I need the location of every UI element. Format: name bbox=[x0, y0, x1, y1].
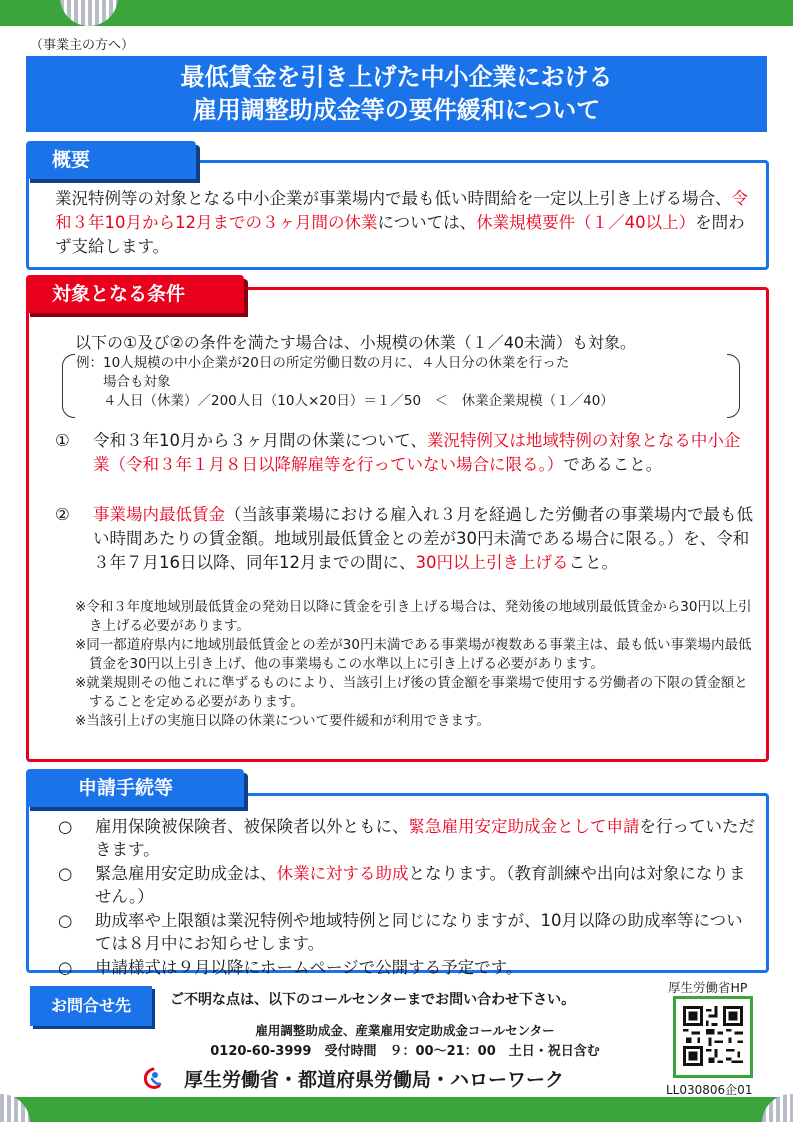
top-green-band bbox=[0, 0, 793, 26]
note-item: ※令和３年度地域別最低賃金の発効日以降に賃金を引き上げる場合は、発効後の地域別最低賃金から30円以上引き上げる必要があります。 bbox=[75, 599, 752, 634]
circle-bullet-icon: ○ bbox=[58, 864, 73, 883]
qr-code-icon[interactable] bbox=[683, 1006, 743, 1066]
condition-1-highlight: 業況特例又は地域特例の対象となる中小企業（令和３年１月８日以降解雇等を行っていない場合に限る。） bbox=[93, 431, 741, 474]
contact-lead: ご不明な点は、以下のコールセンターまでお問い合わせ下さい。 bbox=[170, 992, 576, 1008]
summary-highlight-requirement: 休業規模要件（１／40以上） bbox=[476, 213, 696, 232]
title-line-1: 最低賃金を引き上げた中小企業における bbox=[180, 63, 613, 91]
hp-label: 厚生労働省HP bbox=[668, 980, 748, 995]
summary-text-part-1: 業況特例等の対象となる中小企業が事業場内で最も低い時間給を一定以上引き上げる場合、 bbox=[55, 189, 732, 208]
note-item: ※同一都道府県内に地域別最低賃金との差が30円未満である事業場が複数ある事業主は、最も低い事業場内最低賃金を30円以上引き上げ、他の事業場もこの水準以上に引き上げる必要があります。 bbox=[75, 637, 752, 672]
condition-2-highlight-2: 30円以上引き上げる bbox=[415, 553, 569, 572]
title-line-2: 雇用調整助成金等の要件緩和について bbox=[192, 96, 601, 124]
application-list bbox=[55, 815, 755, 980]
application-3-text: 助成率や上限額は業況特例や地域特例と同じになりますが、10月以降の助成率等については８月中にお知らせします。 bbox=[95, 911, 743, 953]
example-line-1: 例：10人規模の中小企業が20日の所定労働日数の月に、４人日分の休業を行った bbox=[76, 355, 570, 371]
condition-item-1 bbox=[55, 429, 755, 477]
note-item: ※当該引上げの実施日以降の休業について要件緩和が利用できます。 bbox=[75, 713, 490, 729]
summary-text-part-3: を問わず支給します。 bbox=[55, 213, 745, 256]
note-item: ※就業規則その他これに準ずるものにより、当該引上げ後の賃金額を事業場で使用する労働者の下限の賃金額とすることを定める必要があります。 bbox=[75, 675, 748, 710]
ministry-logo-icon bbox=[140, 1066, 166, 1092]
example-line-3: ４人日（休業）／200人日（10人×20日）＝１／50 ＜ 休業企業規模（１／40） bbox=[76, 393, 614, 409]
condition-1-text-2: であること。 bbox=[563, 455, 663, 474]
summary-text-part-2: については、 bbox=[377, 213, 477, 232]
summary-highlight-period: 令和３年10月から12月までの３ヶ月間の休業 bbox=[55, 189, 748, 232]
application-2-text-2: となります。（教育訓練や出向は対象になりません。） bbox=[95, 864, 746, 906]
call-center-phone: 0120-60-3999 受付時間 ９：00～21：00 土日・祝日含む bbox=[210, 1044, 600, 1059]
summary-heading: 概要 bbox=[26, 141, 196, 179]
circle-bullet-icon: ○ bbox=[58, 958, 73, 977]
application-2-text-1: 緊急雇用安定助成金は、 bbox=[95, 864, 277, 883]
condition-body-2 bbox=[93, 503, 755, 575]
application-1-text-1: 雇用保険被保険者、被保険者以外ともに、 bbox=[95, 817, 409, 836]
conditions-heading: 対象となる条件 bbox=[26, 275, 244, 313]
application-4-text: 申請様式は９月以降にホームページで公開する予定です。 bbox=[95, 958, 523, 977]
circle-bullet-icon: ○ bbox=[58, 911, 73, 930]
list-item bbox=[55, 956, 755, 979]
condition-number-2: ② bbox=[55, 505, 70, 524]
condition-item-2 bbox=[55, 503, 755, 575]
audience-label: （事業主の方へ） bbox=[30, 38, 135, 53]
bottom-green-band bbox=[0, 1097, 793, 1122]
application-2-highlight: 休業に対する助成 bbox=[276, 864, 409, 883]
conditions-lead: 以下の①及び②の条件を満たす場合は、小規模の休業（１／40未満）も対象。 bbox=[75, 333, 637, 352]
application-heading: 申請手続等 bbox=[26, 769, 244, 807]
circle-bullet-icon: ○ bbox=[58, 817, 73, 836]
call-center-name: 雇用調整助成金、産業雇用安定助成金コールセンター bbox=[255, 1023, 555, 1038]
conditions-example bbox=[62, 354, 740, 418]
list-item bbox=[55, 862, 755, 908]
condition-1-text-1: 令和３年10月から３ヶ月間の休業について、 bbox=[93, 431, 427, 450]
page-title bbox=[26, 56, 767, 132]
summary-text bbox=[55, 187, 755, 259]
application-1-text-2: を行っていただきます。 bbox=[95, 817, 755, 859]
ministry-footer bbox=[140, 1065, 564, 1092]
condition-body-1 bbox=[93, 429, 755, 477]
condition-2-highlight-1: 事業場内最低賃金 bbox=[93, 505, 225, 524]
application-1-highlight: 緊急雇用安定助成金として申請 bbox=[408, 817, 640, 836]
document-code: LL030806企01 bbox=[666, 1083, 753, 1097]
list-item bbox=[55, 815, 755, 861]
condition-2-text-2: こと。 bbox=[568, 553, 618, 572]
example-line-2: 場合も対象 bbox=[76, 374, 171, 390]
ministry-name: 厚生労働省・都道府県労働局・ハローワーク bbox=[184, 1069, 565, 1091]
conditions-notes bbox=[75, 598, 755, 732]
condition-2-text-1: （当該事業場における雇入れ３月を経過した労働者の事業場内で最も低い時間あたりの賃金額。地域別最低賃金との差が30円未満である場合に限る。）を、令和３年７月16日以降、同年12月までの間に、 bbox=[93, 505, 753, 572]
list-item bbox=[55, 909, 755, 955]
qr-code-frame[interactable] bbox=[673, 996, 753, 1078]
condition-number-1: ① bbox=[55, 431, 70, 450]
contact-heading: お問合せ先 bbox=[30, 986, 152, 1026]
